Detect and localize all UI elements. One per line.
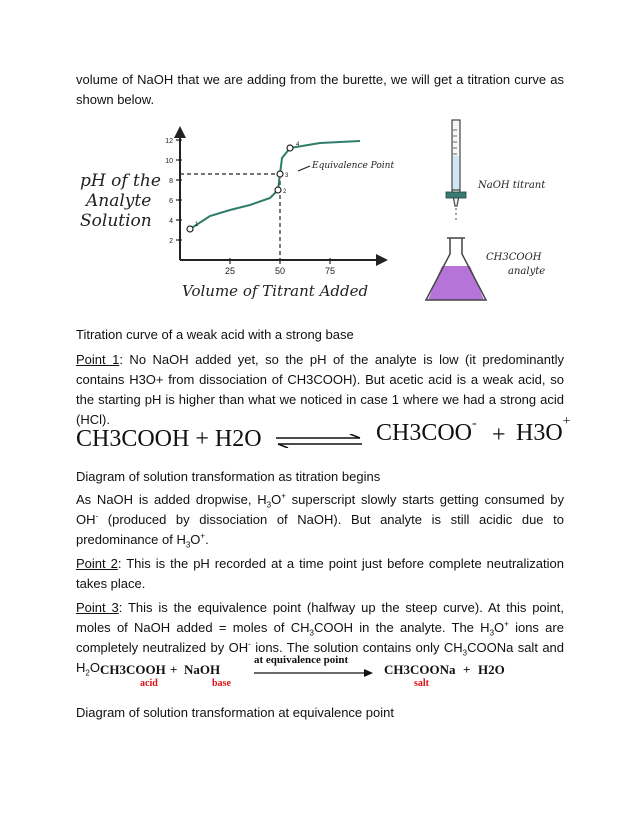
figure-caption-equivalence: Diagram of solution transformation at equivalence point: [76, 705, 394, 720]
x-tick-label: 25: [224, 266, 236, 276]
dropwise-paragraph: As NaOH is added dropwise, $H_3O^+$ superscript slowly starts getting consumed by OH- (produced by dissociation of NaOH). But analyte is still acidic due to predominance of $H_3O^+$.: [76, 491, 564, 550]
curve-point-label-3: 3: [285, 173, 289, 179]
curve-point-label-2: 2: [283, 189, 287, 195]
curve-point-label-4: 4: [296, 142, 300, 148]
eq2-arrow: [254, 668, 374, 678]
y-tick-label: 6: [169, 198, 173, 205]
x-axis-label: Volume of Titrant Added: [182, 282, 369, 300]
point2-text: : This is the pH recorded at a time point just before complete neutralization takes place.: [76, 556, 564, 591]
equation-neutralization: [100, 654, 540, 688]
burette-liquid: [453, 156, 459, 190]
x-tick-label: 75: [324, 266, 336, 276]
point2-label: Point 2: [76, 556, 118, 571]
point3-label: Point 3: [76, 600, 119, 615]
point1-label: Point 1: [76, 352, 120, 367]
eq2-acid-label: acid: [140, 678, 158, 689]
eq2-plus2: +: [463, 662, 471, 677]
flask-liquid: [428, 266, 484, 300]
eq2-plus1: +: [170, 662, 178, 677]
y-tick-label: 12: [165, 138, 173, 145]
eq1-left: CH3COOH + H2O: [76, 426, 262, 452]
titration-curve-figure: [60, 120, 400, 310]
y-tick-label: 8: [169, 178, 173, 185]
equation-acid-dissociation: [76, 414, 571, 460]
curve-point-2: [275, 187, 281, 193]
eq2-arrow-label: at equivalence point: [254, 654, 349, 666]
burette-flask-figure: [420, 116, 580, 311]
eq2-reactant1: CH3COOH: [100, 662, 166, 677]
eq1-acetate: CH3COO-: [376, 416, 477, 446]
burette-label: NaOH titrant: [478, 180, 546, 191]
point1-text: : No NaOH added yet, so the pH of the analyte is low (it predominantly contains H3O+ from dissociation of CH3COOH). But acetic acid is a weak acid, so the starting pH is higher than what we noticed in case 1 where we had a strong acid (HCl).: [76, 352, 564, 427]
equivalence-pointer: [298, 166, 310, 171]
y-tick-label: 2: [169, 238, 173, 245]
titration-curve-line: [190, 141, 360, 229]
figure-caption-titration-curve: Titration curve of a weak acid with a strong base: [76, 327, 354, 342]
point1-paragraph: [76, 350, 564, 430]
flask-label-formula: CH3COOH: [486, 252, 542, 263]
eq2-product2: H2O: [478, 662, 505, 677]
curve-point-label-1: 1: [195, 222, 199, 228]
y-tick-label: 10: [165, 158, 173, 165]
eq2-base-label: base: [212, 678, 231, 689]
point2-paragraph: [76, 554, 564, 594]
point3-paragraph: Point 3: This is the equivalence point (halfway up the steep curve). At this point, moles of NaOH added = moles of $CH_3COOH$ in the analyte. The $H_3O^+$ ions are completely neutralized by OH- ions. The solution contains only $CH_3COONa$ salt and $H_2O$.: [76, 600, 565, 678]
curve-point-1: [187, 226, 193, 232]
figure-caption-titration-begins: Diagram of solution transformation as titration begins: [76, 469, 381, 484]
eq1-plus: +: [492, 422, 506, 448]
equilibrium-arrows: [274, 434, 364, 448]
eq2-salt-label: salt: [414, 678, 429, 689]
y-axis-label-line3: Solution: [80, 211, 152, 231]
intro-paragraph: volume of NaOH that we are adding from the burette, we will get a titration curve as shown below.: [76, 72, 564, 107]
eq1-hydronium: H3O+: [516, 414, 571, 446]
equivalence-point-label: Equivalence Point: [312, 161, 395, 171]
y-axis-label-line2: Analyte: [86, 191, 152, 211]
eq2-reactant2: NaOH: [184, 662, 221, 677]
curve-point-4: [287, 145, 293, 151]
y-axis-arrow: [174, 126, 186, 138]
flask-label-analyte: analyte: [508, 266, 546, 277]
eq2-product1: CH3COONa: [384, 662, 456, 677]
x-tick-label: 50: [274, 266, 286, 276]
curve-point-3: [277, 171, 283, 177]
x-axis-arrow: [376, 254, 388, 266]
y-axis-label-line1: pH of the: [80, 171, 161, 191]
y-tick-label: 4: [169, 218, 173, 225]
burette-stopcock: [446, 192, 466, 198]
